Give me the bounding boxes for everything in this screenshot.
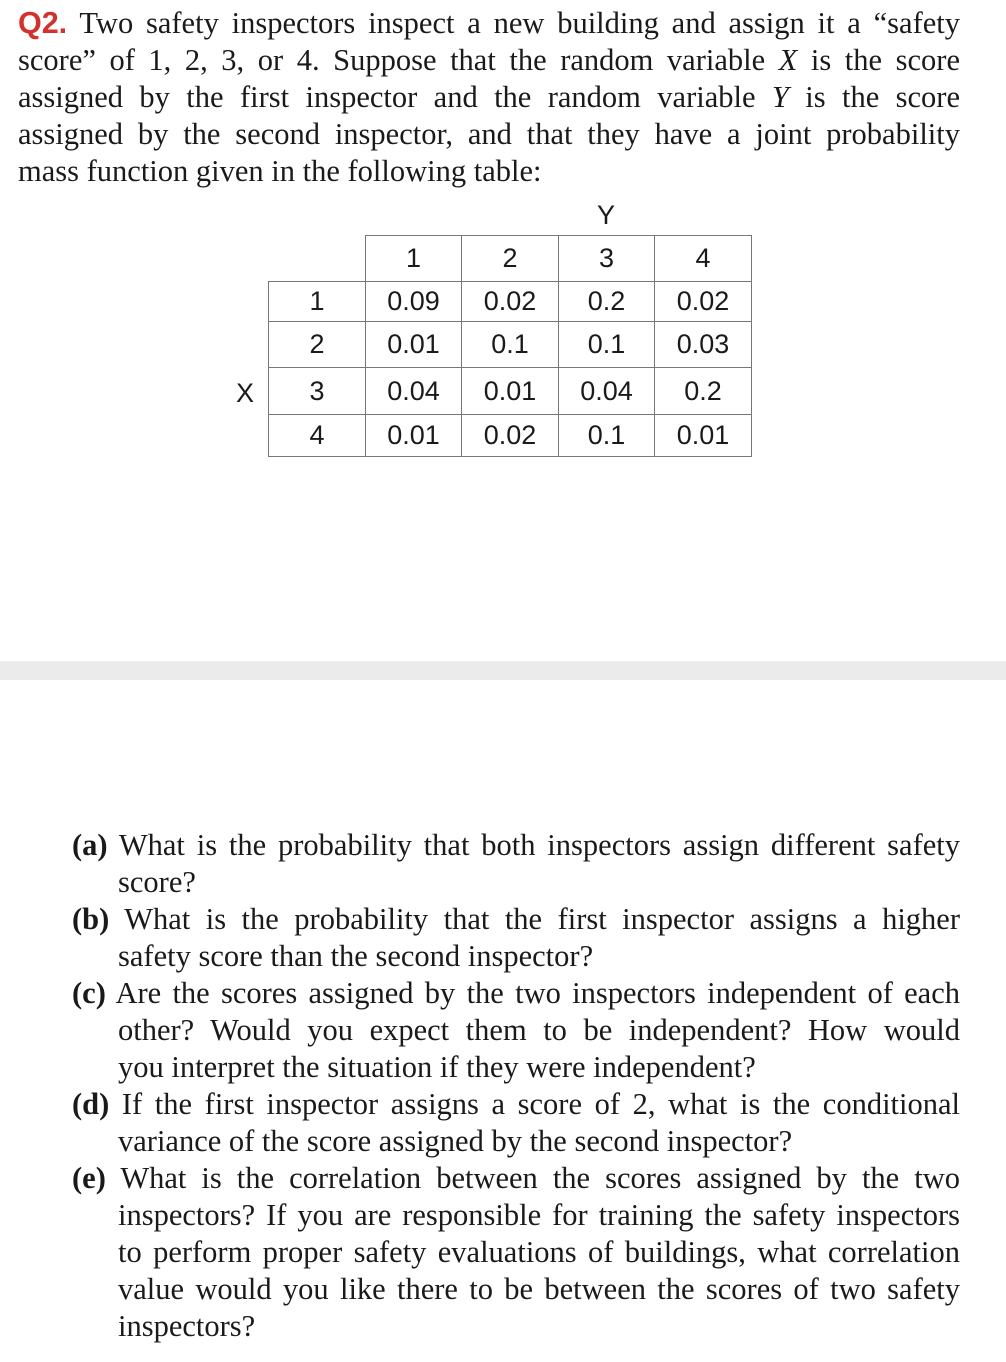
x-axis-label: X bbox=[235, 377, 254, 408]
sub-question-line: you interpret the situation if they were independent? bbox=[118, 1050, 756, 1084]
divider-band bbox=[0, 661, 1006, 680]
text: Two safety inspectors inspect a new building and assign it a “safety bbox=[67, 6, 960, 40]
table-cell: 0.02 bbox=[461, 281, 559, 322]
sub-question-label: (e) bbox=[72, 1161, 106, 1195]
row-header: 1 bbox=[268, 281, 366, 322]
column-header: 3 bbox=[558, 235, 655, 282]
sub-question-line bbox=[72, 1160, 960, 1197]
question-line: mass function given in the following table: bbox=[18, 154, 542, 188]
question-line bbox=[18, 5, 960, 42]
sub-question-line: other? Would you expect them to be independent? How would bbox=[118, 1013, 960, 1047]
table-cell: 0.04 bbox=[365, 367, 462, 415]
text: score” of 1, 2, 3, or 4. Suppose that the random variable bbox=[18, 43, 779, 77]
sub-question-line: inspectors? If you are responsible for training the safety inspectors bbox=[118, 1198, 960, 1232]
question-line bbox=[18, 42, 960, 79]
table-cell: 0.01 bbox=[654, 414, 752, 457]
text: is the score bbox=[797, 43, 960, 77]
sub-question-line bbox=[72, 975, 960, 1012]
sub-question-label: (d) bbox=[72, 1087, 110, 1121]
text: What is the probability that the first inspector assigns a higher bbox=[109, 902, 960, 936]
sub-question-line: safety score than the second inspector? bbox=[118, 939, 594, 973]
table-cell: 0.02 bbox=[654, 281, 752, 322]
sub-question-label: (c) bbox=[72, 976, 106, 1010]
table-cell: 0.01 bbox=[365, 414, 462, 457]
sub-question-line: inspectors? bbox=[118, 1309, 256, 1343]
text: What is the probability that both inspectors assign different safety bbox=[107, 828, 960, 862]
row-header: 4 bbox=[268, 414, 366, 457]
table-cell: 0.09 bbox=[365, 281, 462, 322]
sub-question-line: score? bbox=[118, 865, 196, 899]
sub-question-line bbox=[72, 901, 960, 938]
question-line bbox=[18, 79, 960, 116]
question-label: Q2. bbox=[18, 6, 68, 40]
table-cell: 0.04 bbox=[558, 367, 655, 415]
table-cell: 0.2 bbox=[558, 281, 655, 322]
sub-question-label: (a) bbox=[72, 828, 108, 862]
table-cell: 0.1 bbox=[461, 321, 559, 368]
sub-question-label: (b) bbox=[72, 902, 110, 936]
table-cell: 0.1 bbox=[558, 321, 655, 368]
text: assigned by the first inspector and the random variable bbox=[18, 80, 772, 114]
sub-question-line: variance of the score assigned by the second inspector? bbox=[118, 1124, 793, 1158]
table-cell: 0.03 bbox=[654, 321, 752, 368]
sub-question-line: to perform proper safety evaluations of buildings, what correlation bbox=[118, 1235, 960, 1269]
column-header: 1 bbox=[365, 235, 462, 282]
sub-question-line bbox=[72, 1086, 960, 1123]
row-header: 2 bbox=[268, 321, 366, 368]
text: Are the scores assigned by the two inspectors independent of each bbox=[105, 976, 960, 1010]
table-cell: 0.01 bbox=[461, 367, 559, 415]
y-axis-label: Y bbox=[596, 199, 615, 230]
text: What is the correlation between the scores assigned by the two bbox=[105, 1161, 960, 1195]
table-cell: 0.2 bbox=[654, 367, 752, 415]
column-header: 2 bbox=[461, 235, 559, 282]
column-header: 4 bbox=[654, 235, 752, 282]
table-cell: 0.02 bbox=[461, 414, 559, 457]
sub-question-line: value would you like there to be between the scores of two safety bbox=[118, 1272, 960, 1306]
text: If the first inspector assigns a score of 2, what is the conditional bbox=[109, 1087, 960, 1121]
row-header: 3 bbox=[268, 367, 366, 415]
table-cell: 0.1 bbox=[558, 414, 655, 457]
sub-question-line bbox=[72, 827, 960, 864]
variable-x: X bbox=[778, 43, 798, 77]
table-cell: 0.01 bbox=[365, 321, 462, 368]
question-line: assigned by the second inspector, and that they have a joint probability bbox=[18, 117, 960, 151]
variable-y: Y bbox=[771, 80, 789, 114]
text: is the score bbox=[788, 80, 960, 114]
